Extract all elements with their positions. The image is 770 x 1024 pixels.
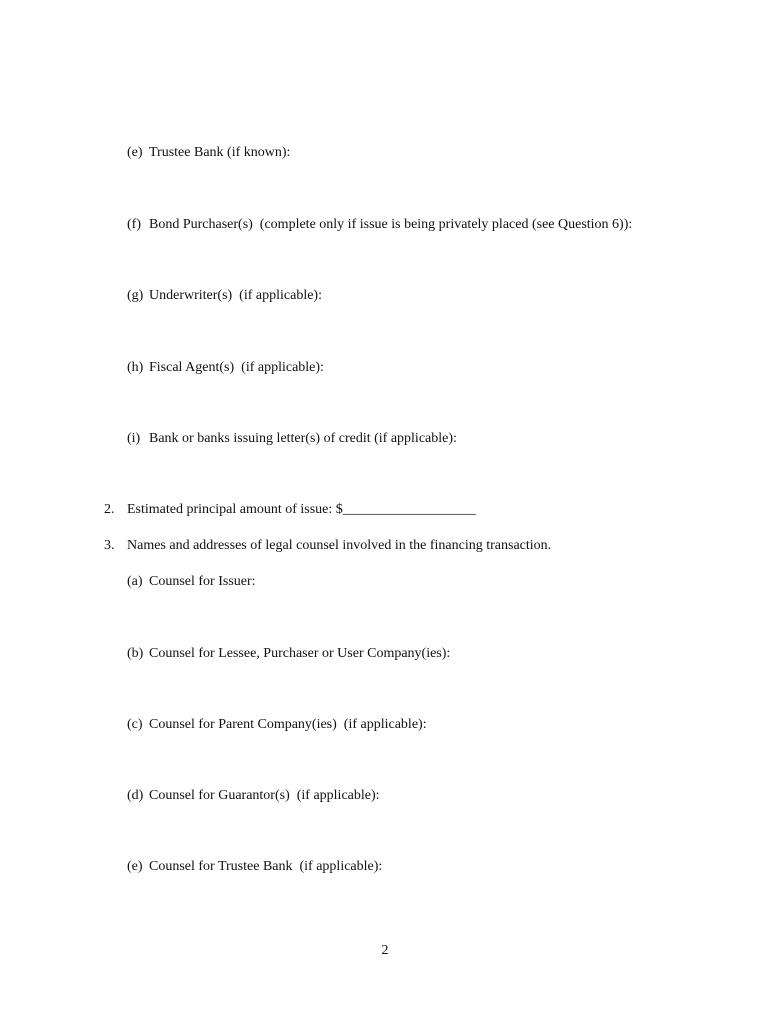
item-label: (h) [127, 360, 144, 375]
item-text: Estimated principal amount of issue: $___________________ [127, 502, 476, 517]
item-label: (e) [127, 145, 143, 160]
item-text: Fiscal Agent(s) (if applicable): [149, 360, 324, 375]
item-text: Counsel for Issuer: [149, 574, 256, 589]
item-3e-counsel-trustee-bank [113, 843, 382, 891]
item-1i-letter-of-credit-bank [113, 415, 457, 463]
item-text: Counsel for Trustee Bank (if applicable): [149, 859, 383, 874]
item-text: Bond Purchaser(s) (complete only if issue is being privately placed (see Question 6)): [149, 217, 633, 232]
item-3c-counsel-parent [113, 701, 427, 749]
item-text: Counsel for Lessee, Purchaser or User Company(ies): [149, 646, 451, 661]
item-text: Counsel for Parent Company(ies) (if applicable): [149, 717, 427, 732]
item-label: (i) [127, 431, 141, 446]
item-text: Underwriter(s) (if applicable): [149, 288, 322, 303]
item-3b-counsel-lessee [113, 630, 450, 678]
item-text: Trustee Bank (if known): [149, 145, 291, 160]
item-1g-underwriter [113, 272, 322, 320]
item-number: 3. [104, 538, 115, 553]
item-3a-counsel-issuer [113, 558, 256, 606]
item-text: Counsel for Guarantor(s) (if applicable): [149, 788, 380, 803]
item-text: Names and addresses of legal counsel involved in the financing transaction. [127, 538, 552, 553]
item-3d-counsel-guarantor [113, 772, 380, 820]
item-text: Bank or banks issuing letter(s) of credit (if applicable): [149, 431, 457, 446]
item-number: 2. [104, 502, 115, 517]
item-label: (a) [127, 574, 143, 589]
page-number: 2 [381, 943, 389, 958]
item-label: (e) [127, 859, 143, 874]
item-label: (b) [127, 646, 144, 661]
item-1h-fiscal-agent [113, 344, 324, 392]
item-label: (g) [127, 288, 144, 303]
item-1f-bond-purchaser [113, 201, 632, 249]
item-label: (c) [127, 717, 143, 732]
item-label: (d) [127, 788, 144, 803]
item-1e-trustee-bank [113, 129, 290, 177]
item-label: (f) [127, 217, 141, 232]
